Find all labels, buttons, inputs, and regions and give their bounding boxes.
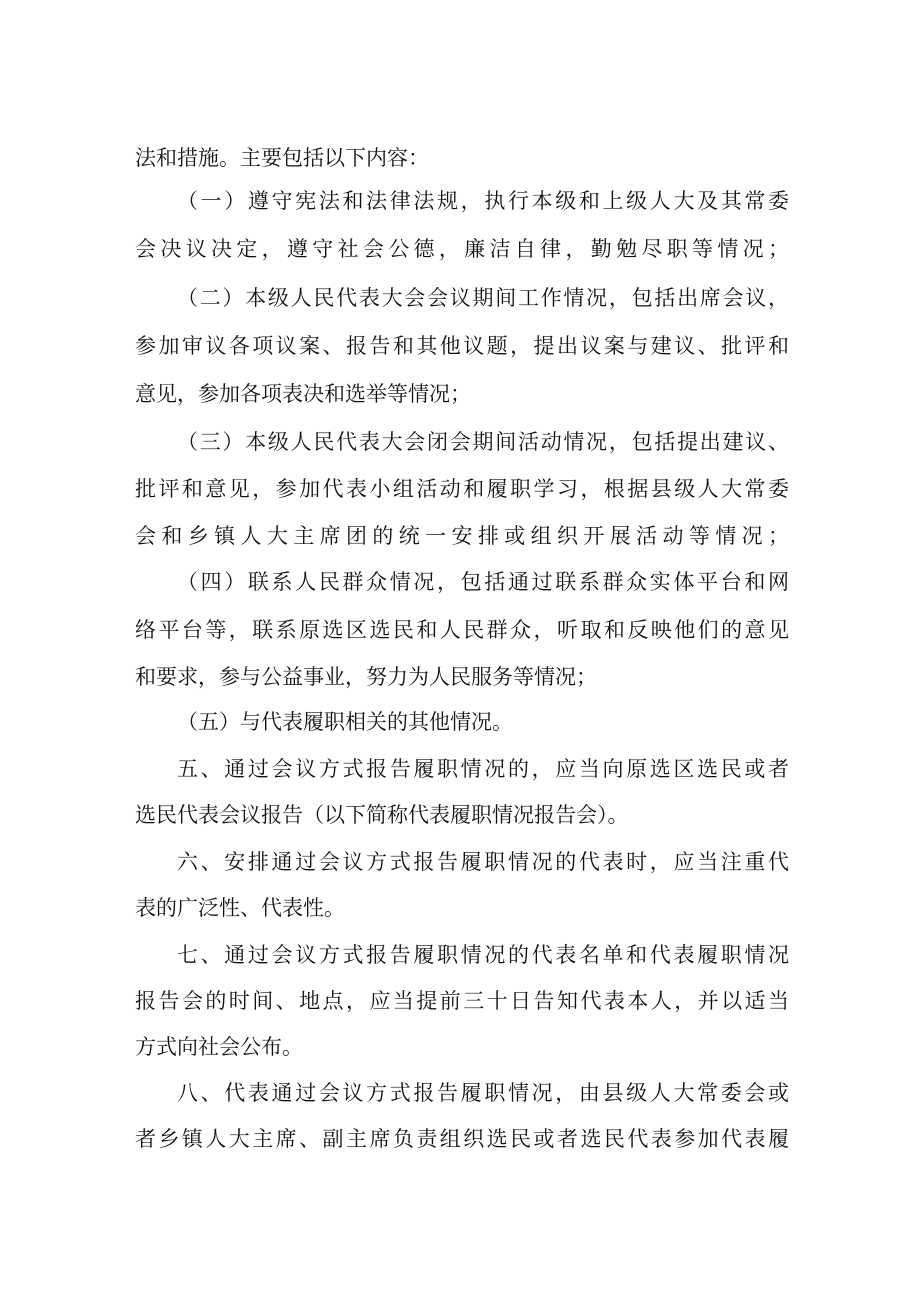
text-line: 参加审议各项议案、报告和其他议题，提出议案与建议、批评和 [135, 334, 789, 358]
text-line: 方式向社会公布。 [135, 1035, 303, 1059]
text-line: 络平台等，联系原选区选民和人民群众，听取和反映他们的意见 [135, 618, 789, 642]
text-line: 者乡镇人大主席、副主席负责组织选民或者选民代表参加代表履 [135, 1127, 789, 1151]
text-line: 报告会的时间、地点，应当提前三十日告知代表本人，并以适当 [135, 989, 789, 1013]
text-line: 批评和意见，参加代表小组活动和履职学习，根据县级人大常委 [135, 477, 789, 501]
text-line: （三）本级人民代表大会闭会期间活动情况，包括提出建议、 [177, 430, 789, 454]
text-line: 选民代表会议报告（以下简称代表履职情况报告会）。 [135, 803, 629, 827]
text-line: （二）本级人民代表大会会议期间工作情况，包括出席会议， [177, 286, 789, 310]
text-line: 五、通过会议方式报告履职情况的，应当向原选区选民或者 [177, 757, 789, 781]
text-line: 表的广泛性、代表性。 [135, 896, 345, 920]
text-line: 意见，参加各项表决和选举等情况； [135, 382, 471, 406]
text-line: 会和乡镇人大主席团的统一安排或组织开展活动等情况； [135, 524, 789, 548]
text-line: 七、通过会议方式报告履职情况的代表名单和代表履职情况 [177, 943, 789, 967]
text-line: 八、代表通过会议方式报告履职情况，由县级人大常委会或 [177, 1081, 789, 1105]
text-line: 和要求，参与公益事业，努力为人民服务等情况； [135, 665, 597, 689]
text-line: 法和措施。主要包括以下内容： [135, 146, 429, 170]
text-line: （一）遵守宪法和法律法规，执行本级和上级人大及其常委 [177, 189, 789, 213]
text-line: 会决议决定，遵守社会公德，廉洁自律，勤勉尽职等情况； [135, 237, 789, 261]
text-line: （四）联系人民群众情况，包括通过联系群众实体平台和网 [177, 570, 789, 594]
text-line: （五）与代表履职相关的其他情况。 [177, 710, 513, 734]
text-line: 六、安排通过会议方式报告履职情况的代表时，应当注重代 [177, 850, 789, 874]
